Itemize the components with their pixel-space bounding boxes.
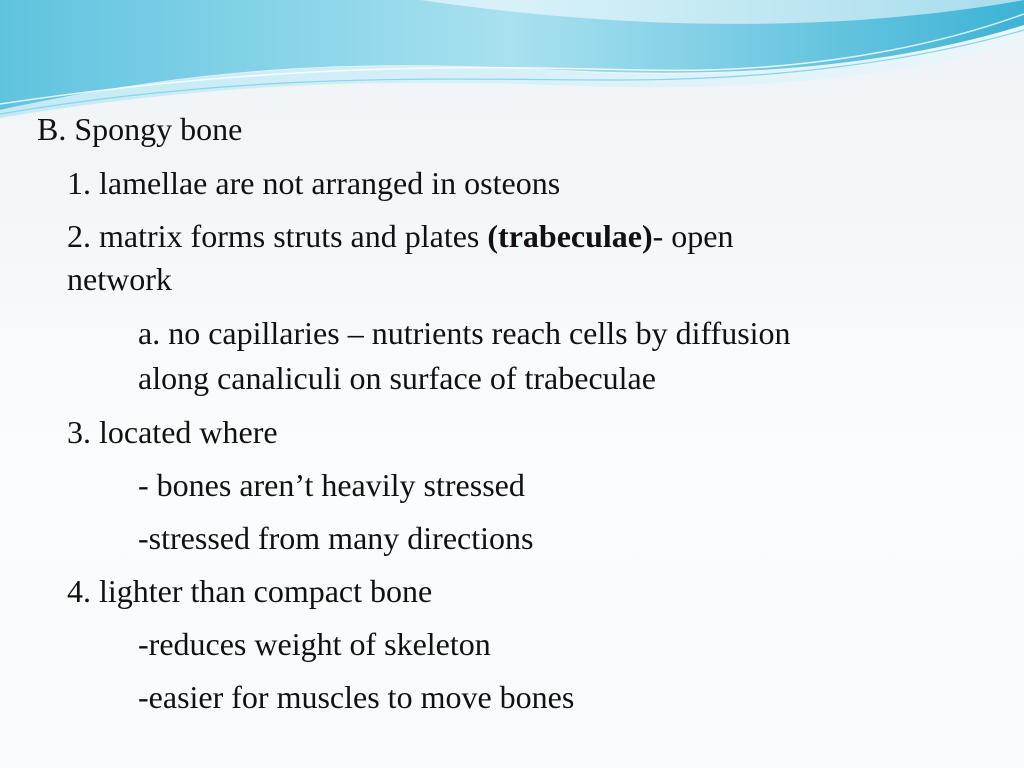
item-4-sub-1: -reduces weight of skeleton [138,626,491,662]
item-2-suffix: - open [652,218,734,254]
item-2-term-trabeculae: trabeculae [498,218,642,254]
item-4-lighter: 4. lighter than compact bone [67,573,433,609]
item-1-lamellae: 1. lamellae are not arranged in osteons [67,165,561,201]
item-4-sub-2: -easier for muscles to move bones [138,679,575,715]
item-2-continuation: network [67,261,172,297]
item-2-prefix: 2. matrix forms struts and plates [67,218,488,254]
item-3-sub-1: - bones aren’t heavily stressed [138,467,525,503]
item-2-matrix [67,215,734,258]
item-2a-line-2: along canaliculi on surface of trabeculae [138,360,656,396]
item-2a-line-1: a. no capillaries – nutrients reach cells by diffusion [138,315,791,351]
header-wave-decoration [0,0,1024,120]
heading-spongy-bone: B. Spongy bone [37,111,243,147]
item-3-located: 3. located where [67,414,278,450]
item-2-paren-open: ( [487,218,499,254]
item-3-sub-2: -stressed from many directions [138,520,534,556]
item-2-paren-close: ) [641,218,653,254]
